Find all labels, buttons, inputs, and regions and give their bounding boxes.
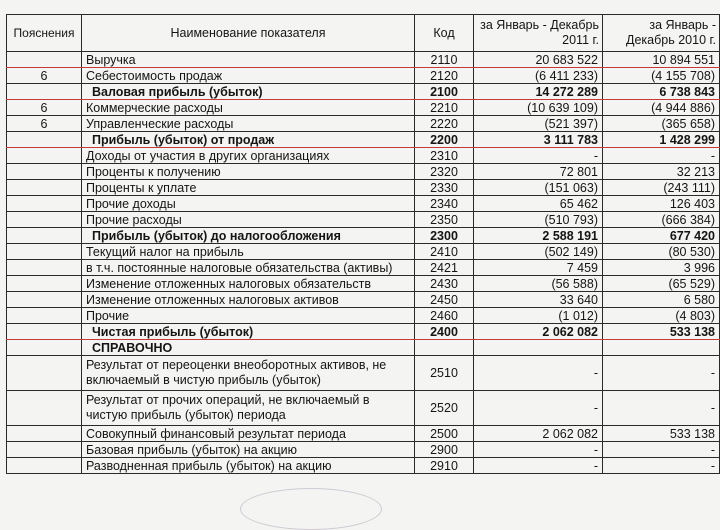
table-row [7,132,720,148]
row-value-2011: (56 588) [474,276,603,292]
table-row [7,324,720,340]
row-note: 6 [7,100,82,116]
row-value-2010: (365 658) [603,116,720,132]
row-note [7,244,82,260]
row-name: Изменение отложенных налоговых обязательств [82,276,415,292]
row-note [7,426,82,442]
row-value-2010: - [603,458,720,474]
row-note [7,458,82,474]
row-code: 2910 [415,458,474,474]
row-name: Проценты к уплате [82,180,415,196]
row-note [7,148,82,164]
row-name: Прибыль (убыток) до налогообложения [82,228,415,244]
row-code: 2421 [415,260,474,276]
row-name: Прочие [82,308,415,324]
table-row [7,116,720,132]
row-value-2011: - [474,442,603,458]
row-code: 2400 [415,324,474,340]
table-row [7,52,720,68]
table-row [7,196,720,212]
row-value-2011: (151 063) [474,180,603,196]
row-value-2011: 2 588 191 [474,228,603,244]
row-code: 2450 [415,292,474,308]
row-value-2010: 677 420 [603,228,720,244]
row-name: Выручка [82,52,415,68]
table-row [7,148,720,164]
row-value-2010: 533 138 [603,426,720,442]
row-value-2011: 7 459 [474,260,603,276]
row-value-2011: 33 640 [474,292,603,308]
row-value-2010: 10 894 551 [603,52,720,68]
row-name: Себестоимость продаж [82,68,415,84]
row-name: СПРАВОЧНО [82,340,415,356]
table-row [7,84,720,100]
row-value-2010: (4 155 708) [603,68,720,84]
row-value-2011: 2 062 082 [474,324,603,340]
row-value-2010: - [603,356,720,391]
row-value-2011: (502 149) [474,244,603,260]
table-row [7,340,720,356]
table-row [7,308,720,324]
table-header-row [7,15,720,52]
stamp-seal [240,488,382,530]
row-value-2011: (510 793) [474,212,603,228]
row-note [7,276,82,292]
row-note [7,324,82,340]
row-note [7,132,82,148]
row-name: Проценты к получению [82,164,415,180]
table-row [7,260,720,276]
table-row [7,391,720,426]
row-code: 2330 [415,180,474,196]
row-value-2010: (80 530) [603,244,720,260]
row-code: 2110 [415,52,474,68]
row-code: 2410 [415,244,474,260]
row-note [7,84,82,100]
table-row [7,292,720,308]
row-note [7,180,82,196]
row-value-2011: - [474,356,603,391]
row-value-2010: 6 738 843 [603,84,720,100]
row-name: Чистая прибыль (убыток) [82,324,415,340]
row-value-2010: (65 529) [603,276,720,292]
row-note [7,260,82,276]
row-value-2011: - [474,148,603,164]
row-name: Прочие расходы [82,212,415,228]
row-code: 2300 [415,228,474,244]
table-row [7,276,720,292]
row-value-2010: (243 111) [603,180,720,196]
income-statement-table [6,14,720,474]
table-row [7,356,720,391]
table-row [7,100,720,116]
row-value-2010: 3 996 [603,260,720,276]
row-note [7,164,82,180]
row-name: Разводненная прибыль (убыток) на акцию [82,458,415,474]
row-value-2011: 2 062 082 [474,426,603,442]
row-value-2010: 1 428 299 [603,132,720,148]
row-code: 2210 [415,100,474,116]
header-notes: Пояснения [7,15,82,52]
row-code: 2310 [415,148,474,164]
row-value-2010: 32 213 [603,164,720,180]
row-value-2011: 14 272 289 [474,84,603,100]
row-name: Совокупный финансовый результат периода [82,426,415,442]
row-name: Доходы от участия в других организациях [82,148,415,164]
table-row [7,442,720,458]
row-code: 2120 [415,68,474,84]
row-name: Результат от прочих операций, не включаемый в чистую прибыль (убыток) периода [82,391,415,426]
row-note: 6 [7,68,82,84]
row-note [7,442,82,458]
header-period-2011: за Январь - Декабрь 2011 г. [474,15,603,52]
table-row [7,426,720,442]
row-note [7,228,82,244]
row-code: 2100 [415,84,474,100]
row-name: в т.ч. постоянные налоговые обязательства (активы) [82,260,415,276]
row-code: 2320 [415,164,474,180]
table-row [7,180,720,196]
table-row [7,68,720,84]
row-value-2011: 20 683 522 [474,52,603,68]
table-row [7,244,720,260]
row-name: Изменение отложенных налоговых активов [82,292,415,308]
row-value-2011: - [474,391,603,426]
row-note [7,212,82,228]
row-code: 2200 [415,132,474,148]
row-value-2010: 533 138 [603,324,720,340]
row-code: 2460 [415,308,474,324]
row-name: Результат от переоценки внеоборотных активов, не включаемый в чистую прибыль (убыток) [82,356,415,391]
row-value-2011: 65 462 [474,196,603,212]
row-value-2010: 126 403 [603,196,720,212]
row-value-2010 [603,340,720,356]
table-row [7,458,720,474]
table-body [7,52,720,474]
row-name: Прочие доходы [82,196,415,212]
row-code: 2220 [415,116,474,132]
row-note [7,52,82,68]
row-value-2011: (10 639 109) [474,100,603,116]
row-note [7,340,82,356]
row-name: Прибыль (убыток) от продаж [82,132,415,148]
row-note [7,292,82,308]
row-code: 2510 [415,356,474,391]
table-row [7,164,720,180]
row-name: Управленческие расходы [82,116,415,132]
row-note [7,391,82,426]
row-value-2011 [474,340,603,356]
income-statement [6,14,714,474]
row-name: Коммерческие расходы [82,100,415,116]
row-value-2011: (6 411 233) [474,68,603,84]
row-note [7,308,82,324]
row-name: Валовая прибыль (убыток) [82,84,415,100]
row-value-2010: (4 944 886) [603,100,720,116]
row-value-2010: - [603,148,720,164]
table-row [7,212,720,228]
table-row [7,228,720,244]
header-code: Код [415,15,474,52]
row-value-2010: 6 580 [603,292,720,308]
row-value-2011: (1 012) [474,308,603,324]
row-code: 2500 [415,426,474,442]
row-value-2010: - [603,442,720,458]
row-note [7,356,82,391]
row-code: 2430 [415,276,474,292]
row-name: Базовая прибыль (убыток) на акцию [82,442,415,458]
header-name: Наименование показателя [82,15,415,52]
row-value-2011: (521 397) [474,116,603,132]
row-value-2011: 3 111 783 [474,132,603,148]
row-note [7,196,82,212]
row-value-2010: - [603,391,720,426]
row-value-2011: - [474,458,603,474]
row-value-2010: (666 384) [603,212,720,228]
row-code: 2340 [415,196,474,212]
row-code [415,340,474,356]
row-value-2011: 72 801 [474,164,603,180]
header-period-2010: за Январь - Декабрь 2010 г. [603,15,720,52]
row-value-2010: (4 803) [603,308,720,324]
row-note: 6 [7,116,82,132]
row-code: 2350 [415,212,474,228]
row-code: 2900 [415,442,474,458]
row-name: Текущий налог на прибыль [82,244,415,260]
row-code: 2520 [415,391,474,426]
